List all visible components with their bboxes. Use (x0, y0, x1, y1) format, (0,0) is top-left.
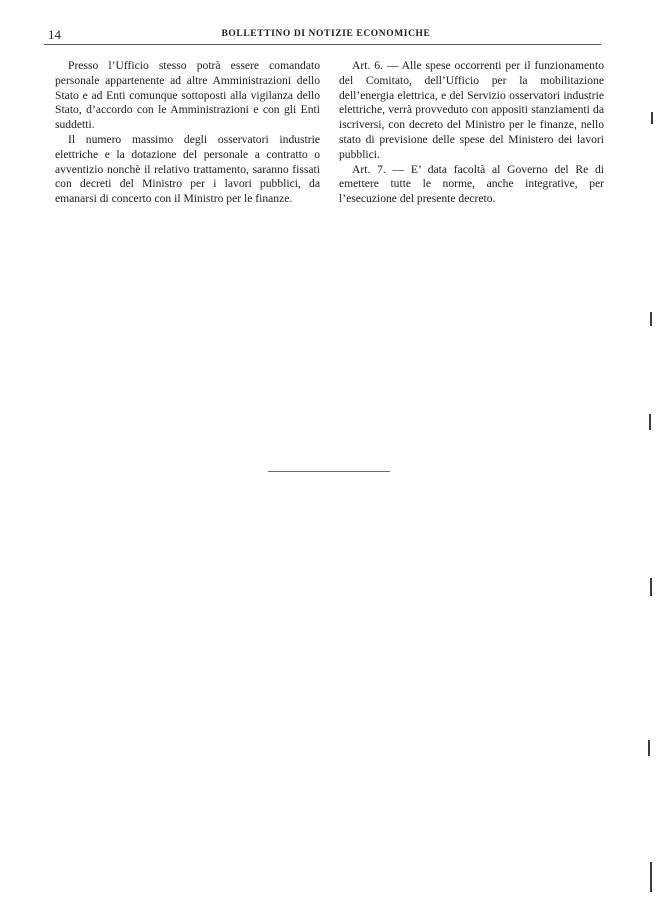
right-column (339, 59, 604, 207)
scan-mark (648, 740, 650, 756)
paragraph-numero-osservatori: Il numero massimo degli osservatori industrie elettriche e la dotazione del personale a contratto o avventizio nonchè il relativo trattamento, saranno fissati con decreti del Ministro per i lavori pubblici, da emanarsi di concerto con il Ministro per le finanze. (55, 132, 320, 206)
end-of-section-rule (268, 471, 390, 472)
paragraph-ufficio-personale: Presso l’Ufficio stesso potrà essere comandato personale appartenente ad altre Amministrazioni dello Stato e ad Enti comunque sottoposti alla vigilanza dello Stato, d’accordo con le Amministrazioni e con gli Enti suddetti. (55, 59, 320, 132)
scan-mark (650, 312, 652, 326)
scan-mark (650, 862, 652, 892)
paragraph-art-7: Art. 7. — E’ data facoltà al Governo del Re di emettere tutte le norme, anche integrative, per l’esecuzione del presente decreto. (339, 162, 604, 206)
left-column (55, 59, 320, 207)
scan-mark (651, 112, 653, 124)
paragraph-art-6: Art. 6. — Alle spese occorrenti per il funzionamento del Comitato, dell’Ufficio per la mobilitazione dell’energia elettrica, e del Servizio osservatori industrie elettriche, verrà provveduto con appositi stanziamenti da iscriversi, con decreto del Ministro per le finanze, nello stato di previsione delle spese del Ministero dei lavori pubblici. (339, 59, 604, 161)
header-rule (44, 44, 601, 45)
scan-mark (649, 414, 651, 430)
running-title: BOLLETTINO DI NOTIZIE ECONOMICHE (221, 29, 431, 39)
page-number: 14 (48, 27, 61, 42)
scan-mark (650, 578, 652, 596)
